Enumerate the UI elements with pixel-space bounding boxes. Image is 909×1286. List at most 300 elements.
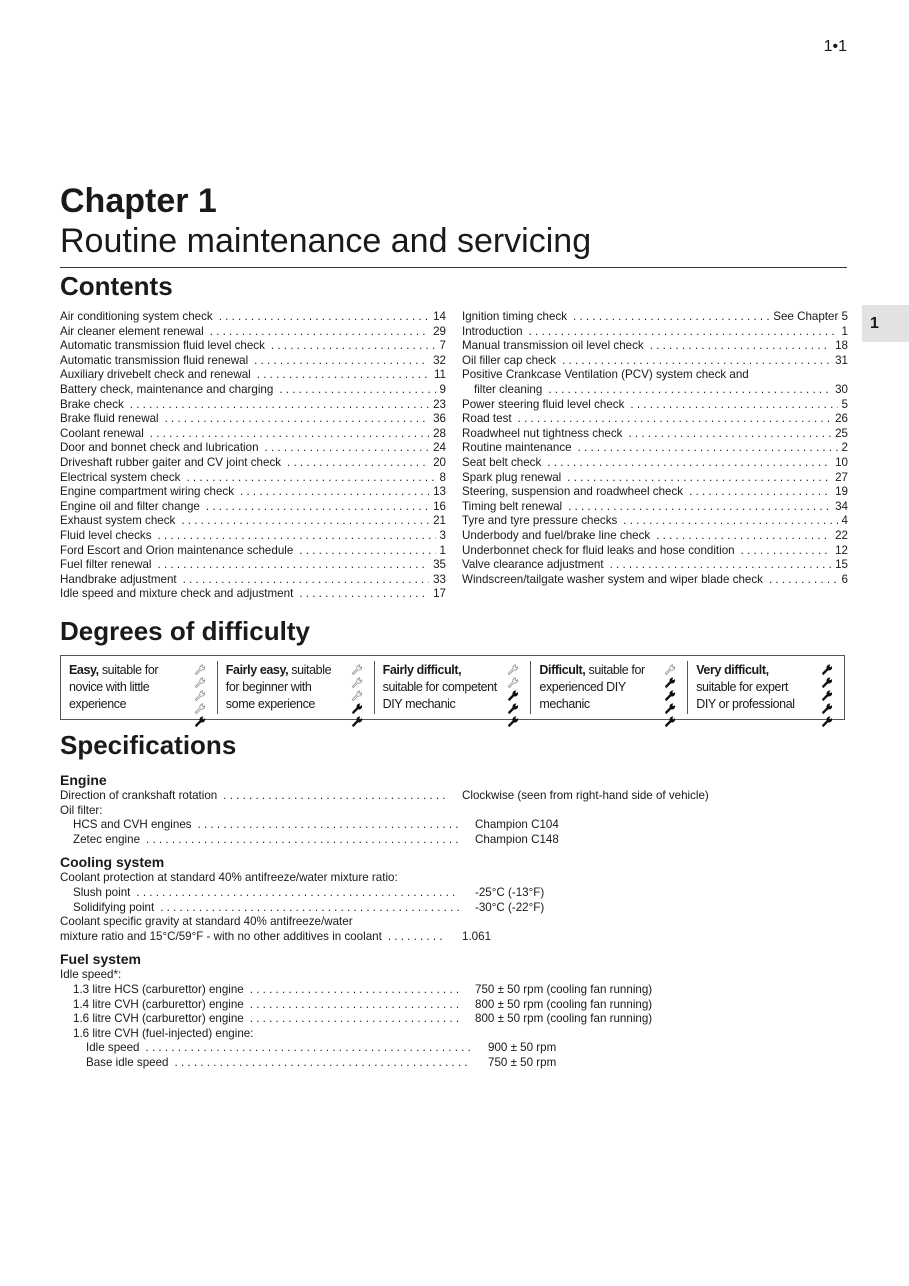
dot-leader xyxy=(287,456,429,471)
contents-entry[interactable] xyxy=(60,514,446,529)
dot-leader xyxy=(146,1041,472,1056)
difficulty-heading: Degrees of difficulty xyxy=(60,616,310,646)
dot-leader xyxy=(518,412,831,427)
contents-entry[interactable] xyxy=(462,368,848,383)
contents-entry-label: Air cleaner element renewal xyxy=(60,324,204,338)
contents-entry[interactable] xyxy=(462,485,848,500)
contents-entry[interactable] xyxy=(462,398,848,413)
spec-label: 1.3 litre HCS (carburettor) engine xyxy=(73,982,244,996)
difficulty-text: experienced DIY xyxy=(539,680,626,694)
contents-entry-page: 28 xyxy=(433,426,446,440)
contents-entry[interactable] xyxy=(60,485,446,500)
contents-entry-page: 16 xyxy=(433,499,446,513)
dot-leader xyxy=(573,310,769,325)
spec-value: 1.061 xyxy=(462,929,492,943)
spec-label-cell xyxy=(60,1027,459,1042)
contents-entry-label: Air conditioning system check xyxy=(60,310,213,323)
dot-leader xyxy=(158,558,430,573)
wrench-filled-icon xyxy=(193,715,207,728)
dot-leader xyxy=(689,485,831,500)
contents-entry[interactable] xyxy=(60,398,446,413)
difficulty-description xyxy=(226,661,350,713)
contents-entry-label: Handbrake adjustment xyxy=(60,572,177,586)
difficulty-text: some experience xyxy=(225,697,315,711)
difficulty-table xyxy=(60,655,845,720)
wrench-filled-icon xyxy=(820,663,834,676)
spec-label-cell xyxy=(60,818,459,833)
contents-entry[interactable] xyxy=(462,471,848,486)
spec-row xyxy=(60,968,847,983)
contents-entry-page: 15 xyxy=(835,558,848,572)
contents-entry-page: 33 xyxy=(433,572,446,586)
contents-entry-label: filter cleaning xyxy=(474,382,543,396)
spec-label-cell xyxy=(60,1012,459,1027)
difficulty-text: suitable for competent xyxy=(382,680,497,694)
spec-value: 800 ± 50 rpm (cooling fan running) xyxy=(475,1012,653,1026)
contents-entry[interactable] xyxy=(60,325,446,340)
difficulty-text: novice with little xyxy=(69,680,150,694)
spec-row xyxy=(60,886,847,901)
contents-entry[interactable] xyxy=(60,412,446,427)
dot-leader xyxy=(567,471,831,486)
dot-leader xyxy=(206,500,429,515)
difficulty-name: Easy, xyxy=(69,663,99,677)
spec-label-cell xyxy=(60,1041,472,1056)
difficulty-name: Fairly easy, xyxy=(225,663,289,677)
difficulty-rating xyxy=(820,663,836,728)
dot-leader xyxy=(610,558,832,573)
wrench-outline-icon xyxy=(193,689,207,702)
spec-row xyxy=(60,1041,847,1056)
spec-label-cell xyxy=(60,968,446,983)
wrench-filled-icon xyxy=(820,715,834,728)
contents-entry-label: Auxiliary drivebelt check and renewal xyxy=(60,368,251,382)
contents-entry-label: Coolant renewal xyxy=(60,426,144,440)
contents-entry-label: Roadwheel nut tightness check xyxy=(462,426,623,440)
contents-entry-page: 34 xyxy=(835,499,848,513)
difficulty-text: mechanic xyxy=(539,697,590,711)
dot-leader xyxy=(628,427,831,442)
spec-section xyxy=(60,853,847,944)
contents-entry-page: 13 xyxy=(433,485,446,499)
spec-section-title: Engine xyxy=(60,772,107,788)
contents-entry-label: Ignition timing check xyxy=(462,310,568,323)
contents-entry-label: Automatic transmission fluid renewal xyxy=(60,353,249,367)
spec-row xyxy=(60,998,847,1013)
dot-leader xyxy=(568,500,831,515)
contents-entry-label: Steering, suspension and roadwheel check xyxy=(462,485,684,499)
dot-leader xyxy=(186,471,435,486)
difficulty-name: Fairly difficult, xyxy=(382,663,462,677)
wrench-outline-icon xyxy=(193,676,207,689)
contents-entry-label: Underbody and fuel/brake line check xyxy=(462,528,651,542)
wrench-filled-icon xyxy=(663,702,677,715)
contents-entry-page: 22 xyxy=(835,528,848,542)
contents-entry[interactable] xyxy=(462,514,848,529)
difficulty-text: suitable for expert xyxy=(696,680,788,694)
contents-entry[interactable] xyxy=(60,310,446,325)
dot-leader xyxy=(165,412,429,427)
contents-entry-label: Ford Escort and Orion maintenance schedule xyxy=(60,543,294,557)
contents-entry-page: 1 xyxy=(841,324,848,338)
contents-entry-continued[interactable] xyxy=(462,383,848,398)
spec-label: Slush point xyxy=(73,885,131,899)
contents-entry[interactable] xyxy=(60,441,446,456)
specifications-list xyxy=(60,771,847,1077)
contents-entry[interactable] xyxy=(462,500,848,515)
contents-entry[interactable] xyxy=(60,456,446,471)
spec-value: 750 ± 50 rpm (cooling fan running) xyxy=(475,982,653,996)
spec-label: Base idle speed xyxy=(86,1055,169,1069)
difficulty-text: suitable for xyxy=(98,663,159,677)
difficulty-rating xyxy=(506,663,522,728)
dot-leader xyxy=(547,456,831,471)
wrench-filled-icon xyxy=(506,702,520,715)
contents-entry-label: Automatic transmission fluid level check xyxy=(60,339,265,353)
difficulty-level xyxy=(687,661,844,714)
dot-leader xyxy=(250,1012,459,1027)
contents-entry-page: 14 xyxy=(433,310,446,323)
contents-entry-page: 9 xyxy=(439,382,446,396)
wrench-outline-icon xyxy=(193,663,207,676)
spec-label: 1.6 litre CVH (fuel-injected) engine: xyxy=(73,1026,254,1040)
dot-leader xyxy=(623,514,837,529)
contents-entry-label: Windscreen/tailgate washer system and wiper blade check xyxy=(462,572,763,586)
spec-label: Idle speed xyxy=(86,1041,140,1055)
contents-entry-label: Underbonnet check for fluid leaks and hose condition xyxy=(462,543,735,557)
contents-entry-label: Spark plug renewal xyxy=(462,470,562,484)
difficulty-rating xyxy=(193,663,209,728)
spec-row xyxy=(60,1027,847,1042)
dot-leader xyxy=(656,529,831,544)
difficulty-name: Difficult, xyxy=(539,663,586,677)
spec-label-cell xyxy=(60,901,459,916)
spec-value: Champion C104 xyxy=(475,818,559,832)
contents-entry-page: 1 xyxy=(439,543,446,557)
contents-entry[interactable] xyxy=(462,573,848,588)
contents-entry-page: 27 xyxy=(835,470,848,484)
difficulty-text: DIY mechanic xyxy=(382,697,456,711)
difficulty-level xyxy=(374,661,531,714)
spec-section xyxy=(60,950,847,1070)
contents-entry[interactable] xyxy=(462,456,848,471)
dot-leader xyxy=(219,310,429,325)
dot-leader xyxy=(548,383,831,398)
spec-label-cell xyxy=(60,871,446,886)
dot-leader xyxy=(388,930,446,945)
contents-entry-page: 10 xyxy=(835,455,848,469)
contents-entry-label: Brake check xyxy=(60,397,124,411)
spec-label: Coolant protection at standard 40% antifreeze/water mixture ratio: xyxy=(60,871,398,885)
spec-label-cell xyxy=(60,833,459,848)
contents-entry-page: 12 xyxy=(835,543,848,557)
contents-entry[interactable] xyxy=(462,339,848,354)
spec-section-title: Cooling system xyxy=(60,854,165,871)
chapter-title: Chapter 1 xyxy=(60,182,217,220)
contents-entry-page: 8 xyxy=(439,470,446,484)
contents-entry-label: Timing belt renewal xyxy=(462,499,563,513)
dot-leader xyxy=(279,383,435,398)
chapter-subtitle: Routine maintenance and servicing xyxy=(60,222,592,260)
spec-row xyxy=(60,804,847,819)
contents-entry-page: 29 xyxy=(433,324,446,338)
contents-entry-page: 30 xyxy=(835,382,848,396)
dot-leader xyxy=(158,529,436,544)
dot-leader xyxy=(210,325,429,340)
spec-value: 800 ± 50 rpm (cooling fan running) xyxy=(475,997,653,1011)
spec-label: mixture ratio and 15°C/59°F - with no other additives in coolant xyxy=(60,929,382,943)
difficulty-text: for beginner with xyxy=(225,680,312,694)
dot-leader xyxy=(136,886,459,901)
contents-entry[interactable] xyxy=(60,500,446,515)
spec-row xyxy=(60,915,847,930)
spec-label: Idle speed*: xyxy=(60,968,122,982)
contents-entry[interactable] xyxy=(462,412,848,427)
wrench-filled-icon xyxy=(350,715,364,728)
contents-entry[interactable] xyxy=(462,544,848,559)
contents-entry[interactable] xyxy=(60,354,446,369)
spec-label-cell xyxy=(60,886,459,901)
contents-entry-page: 19 xyxy=(835,485,848,499)
dot-leader xyxy=(223,789,446,804)
difficulty-text: suitable xyxy=(288,663,332,677)
spec-row xyxy=(60,983,847,998)
contents-entry[interactable] xyxy=(60,339,446,354)
difficulty-description xyxy=(69,661,193,713)
dot-leader xyxy=(198,818,459,833)
contents-entry-label: Valve clearance adjustment xyxy=(462,558,604,572)
spec-value: -25°C (-13°F) xyxy=(475,885,545,899)
dot-leader xyxy=(250,998,459,1013)
contents-entry[interactable] xyxy=(462,529,848,544)
spec-label-cell xyxy=(60,930,446,945)
spec-row xyxy=(60,1012,847,1027)
wrench-outline-icon xyxy=(193,702,207,715)
spec-label-cell xyxy=(60,983,459,998)
dot-leader xyxy=(630,398,837,413)
contents-entry-page: 26 xyxy=(835,412,848,426)
dot-leader xyxy=(529,325,838,340)
wrench-filled-icon xyxy=(663,676,677,689)
contents-entry-label: Battery check, maintenance and charging xyxy=(60,382,274,396)
contents-entry[interactable] xyxy=(60,587,446,602)
contents-entry[interactable] xyxy=(60,544,446,559)
contents-entry-label: Engine oil and filter change xyxy=(60,499,200,513)
contents-entry-page: 7 xyxy=(439,339,446,353)
contents-entry-page: See Chapter 5 xyxy=(773,310,848,323)
spec-section-title: Fuel system xyxy=(60,951,141,968)
spec-label: Coolant specific gravity at standard 40% antifreeze/water xyxy=(60,915,353,929)
dot-leader xyxy=(650,339,831,354)
contents-entry[interactable] xyxy=(462,354,848,369)
contents-entry-label: Door and bonnet check and lubrication xyxy=(60,441,259,455)
dot-leader xyxy=(240,485,429,500)
difficulty-name: Very difficult, xyxy=(696,663,769,677)
difficulty-rating xyxy=(350,663,366,728)
contents-entry[interactable] xyxy=(462,441,848,456)
spec-label-cell xyxy=(60,804,446,819)
contents-entry[interactable] xyxy=(462,325,848,340)
contents-entry-label: Road test xyxy=(462,412,512,426)
contents-entry[interactable] xyxy=(60,529,446,544)
dot-leader xyxy=(299,544,435,559)
contents-entry[interactable] xyxy=(462,558,848,573)
spec-label-cell xyxy=(60,915,446,930)
contents-entry-label: Electrical system check xyxy=(60,470,181,484)
spec-row xyxy=(60,833,847,848)
difficulty-text: experience xyxy=(69,697,127,711)
difficulty-description xyxy=(539,661,663,713)
difficulty-level xyxy=(217,661,374,714)
dot-leader xyxy=(741,544,831,559)
spec-row xyxy=(60,901,847,916)
contents-entry-page: 2 xyxy=(841,441,848,455)
dot-leader xyxy=(175,1056,472,1071)
spec-label-cell xyxy=(60,1056,472,1071)
contents-entry-label: Tyre and tyre pressure checks xyxy=(462,514,618,528)
contents-entry[interactable] xyxy=(60,427,446,442)
wrench-outline-icon xyxy=(506,663,520,676)
difficulty-rating xyxy=(663,663,679,728)
contents-entry-page: 17 xyxy=(433,587,446,601)
contents-left-column xyxy=(60,310,446,602)
wrench-filled-icon xyxy=(663,689,677,702)
spec-label-cell xyxy=(60,998,459,1013)
spec-label: Solidifying point xyxy=(73,900,155,914)
dot-leader xyxy=(160,901,459,916)
wrench-filled-icon xyxy=(506,689,520,702)
wrench-filled-icon xyxy=(663,715,677,728)
contents-entry-label: Routine maintenance xyxy=(462,441,572,455)
wrench-filled-icon xyxy=(350,702,364,715)
wrench-filled-icon xyxy=(820,689,834,702)
spec-value: 750 ± 50 rpm xyxy=(488,1055,557,1069)
contents-entry-page: 11 xyxy=(433,368,446,382)
difficulty-description xyxy=(696,661,820,713)
dot-leader xyxy=(183,573,429,588)
wrench-outline-icon xyxy=(350,676,364,689)
spec-label: 1.6 litre CVH (carburettor) engine xyxy=(73,1012,244,1026)
contents-entry-label: Driveshaft rubber gaiter and CV joint check xyxy=(60,455,282,469)
difficulty-level xyxy=(530,661,687,714)
dot-leader xyxy=(257,368,430,383)
dot-leader xyxy=(265,441,430,456)
spec-label: Direction of crankshaft rotation xyxy=(60,789,218,802)
spec-label: Oil filter: xyxy=(60,803,103,817)
contents-entry-label: Fluid level checks xyxy=(60,528,152,542)
chapter-tab[interactable]: 1 xyxy=(862,305,909,342)
dot-leader xyxy=(130,398,429,413)
dot-leader xyxy=(578,441,838,456)
wrench-outline-icon xyxy=(350,663,364,676)
spec-value: -30°C (-22°F) xyxy=(475,900,545,914)
dot-leader xyxy=(250,983,459,998)
dot-leader xyxy=(146,833,459,848)
contents-entry-label: Oil filler cap check xyxy=(462,353,557,367)
spec-value: Champion C148 xyxy=(475,832,559,846)
contents-entry-page: 5 xyxy=(841,397,848,411)
contents-entry-label: Introduction xyxy=(462,324,523,338)
contents-entry-page: 35 xyxy=(433,558,446,572)
page-number: 1•1 xyxy=(823,38,847,55)
spec-label: Zetec engine xyxy=(73,832,141,846)
contents-entry[interactable] xyxy=(60,558,446,573)
spec-row xyxy=(60,871,847,886)
contents-entry-page: 36 xyxy=(433,412,446,426)
spec-row xyxy=(60,930,847,945)
contents-entry[interactable] xyxy=(60,471,446,486)
contents-entry-label: Exhaust system check xyxy=(60,514,176,528)
spec-section xyxy=(60,771,847,847)
contents-entry[interactable] xyxy=(60,573,446,588)
dot-leader xyxy=(181,514,429,529)
contents-entry-page: 21 xyxy=(433,514,446,528)
contents-entry-label: Positive Crankcase Ventilation (PCV) system check and xyxy=(462,368,749,382)
contents-entry-label: Fuel filter renewal xyxy=(60,558,152,572)
dot-leader xyxy=(562,354,831,369)
difficulty-text: DIY or professional xyxy=(696,697,795,711)
dot-leader xyxy=(150,427,429,442)
difficulty-description xyxy=(383,661,507,713)
wrench-filled-icon xyxy=(820,676,834,689)
contents-entry-page: 31 xyxy=(835,353,848,367)
contents-entry-page: 20 xyxy=(433,455,446,469)
wrench-outline-icon xyxy=(506,676,520,689)
spec-label-cell xyxy=(60,789,446,804)
spec-value: Clockwise (seen from right-hand side of vehicle) xyxy=(462,789,709,802)
wrench-filled-icon xyxy=(506,715,520,728)
wrench-filled-icon xyxy=(820,702,834,715)
difficulty-level xyxy=(61,661,217,714)
difficulty-text: suitable for xyxy=(585,663,645,677)
spec-row xyxy=(60,789,847,804)
contents-entry-page: 25 xyxy=(835,426,848,440)
contents-entry-label: Seat belt check xyxy=(462,455,542,469)
title-rule xyxy=(60,267,847,268)
contents-entry[interactable] xyxy=(462,310,848,325)
contents-entry-page: 32 xyxy=(433,353,446,367)
contents-entry-label: Power steering fluid level check xyxy=(462,397,625,411)
spec-label: 1.4 litre CVH (carburettor) engine xyxy=(73,997,244,1011)
dot-leader xyxy=(254,354,429,369)
contents-entry[interactable] xyxy=(60,383,446,398)
dot-leader xyxy=(769,573,838,588)
spec-row xyxy=(60,1056,847,1071)
contents-entry-label: Engine compartment wiring check xyxy=(60,485,234,499)
spec-value: 900 ± 50 rpm xyxy=(488,1041,557,1055)
contents-entry-label: Brake fluid renewal xyxy=(60,412,159,426)
contents-entry[interactable] xyxy=(60,368,446,383)
contents-right-column xyxy=(462,310,848,587)
wrench-outline-icon xyxy=(663,663,677,676)
specifications-heading: Specifications xyxy=(60,730,237,760)
spec-row xyxy=(60,818,847,833)
contents-entry-page: 4 xyxy=(841,514,848,528)
wrench-outline-icon xyxy=(350,689,364,702)
dot-leader xyxy=(271,339,436,354)
contents-entry-page: 24 xyxy=(433,441,446,455)
contents-entry[interactable] xyxy=(462,427,848,442)
contents-entry-page: 6 xyxy=(841,572,848,586)
contents-heading: Contents xyxy=(60,271,173,301)
contents-entry-label: Idle speed and mixture check and adjustment xyxy=(60,587,294,601)
dot-leader xyxy=(299,587,429,602)
spec-label: HCS and CVH engines xyxy=(73,818,192,832)
contents-entry-page: 23 xyxy=(433,397,446,411)
contents-entry-page: 3 xyxy=(439,528,446,542)
contents-entry-page: 18 xyxy=(835,339,848,353)
contents-entry-label: Manual transmission oil level check xyxy=(462,339,644,353)
